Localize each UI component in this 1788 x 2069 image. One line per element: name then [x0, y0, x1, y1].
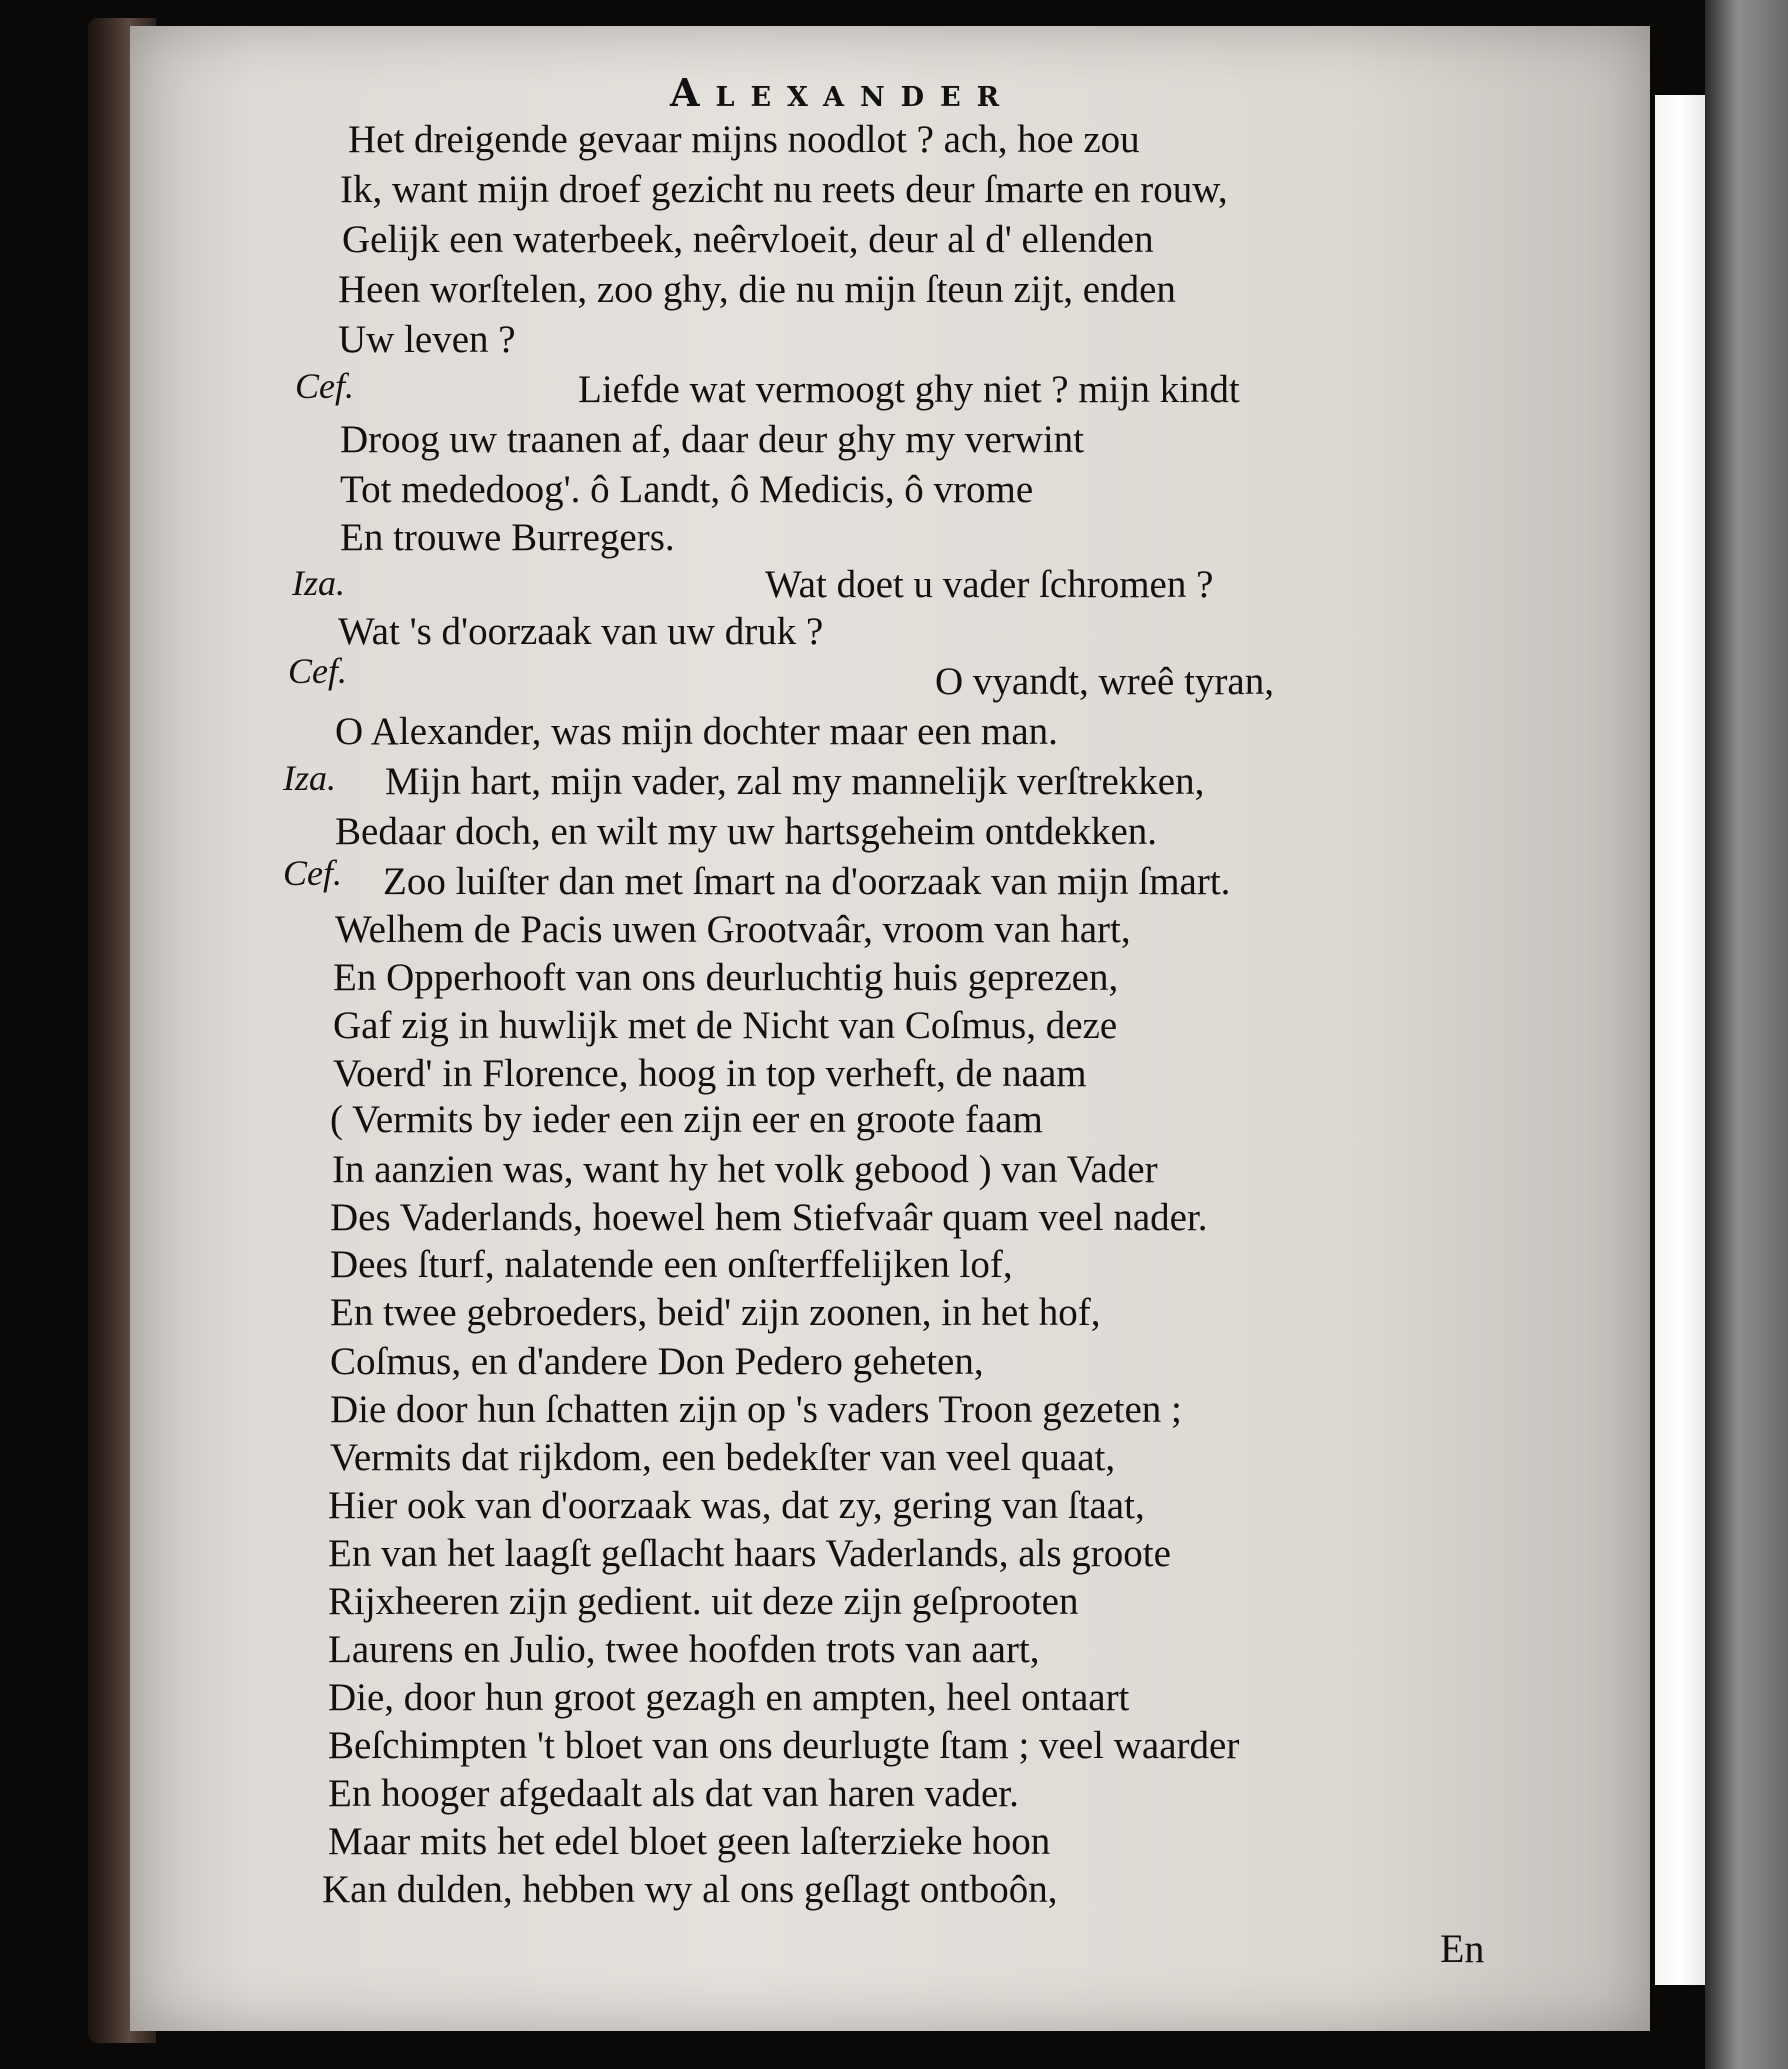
verse-line: Droog uw traanen af, daar deur ghy my verwint — [340, 418, 1084, 461]
speaker-label: Iza. — [283, 758, 336, 798]
verse-line: Coſmus, en d'andere Don Pedero geheten, — [330, 1340, 984, 1383]
verse-line: Kan dulden, hebben wy al ons geſlagt ontboôn, — [322, 1868, 1058, 1911]
verse-line: Gelijk een waterbeek, neêrvloeit, deur al d' ellenden — [342, 218, 1154, 261]
verse-line: Het dreigende gevaar mijns noodlot ? ach, hoe zou — [348, 118, 1140, 161]
verse-line: Heen worſtelen, zoo ghy, die nu mijn ſteun zijt, enden — [338, 268, 1176, 311]
speaker-label: Cef. — [283, 853, 342, 893]
verse-line: Vermits dat rijkdom, een bedekſter van veel quaat, — [330, 1436, 1116, 1479]
verse-line: Maar mits het edel bloet geen laſterzieke hoon — [328, 1820, 1051, 1863]
verse-line: Dees ſturf, nalatende een onſterffelijken lof, — [330, 1243, 1013, 1286]
verse-line: ( Vermits by ieder een zijn eer en groote faam — [330, 1098, 1043, 1141]
speaker-label: Iza. — [292, 563, 345, 603]
verse-line: Liefde wat vermoogt ghy niet ? mijn kindt — [578, 368, 1240, 411]
verse-line: Die door hun ſchatten zijn op 's vaders Troon gezeten ; — [330, 1388, 1182, 1431]
verse-line: Beſchimpten 't bloet van ons deurlugte ſtam ; veel waarder — [328, 1724, 1240, 1767]
verse-line: Welhem de Pacis uwen Grootvaâr, vroom van hart, — [335, 908, 1131, 951]
verse-line: In aanzien was, want hy het volk gebood ) van Vader — [332, 1148, 1158, 1191]
verse-line: Mijn hart, mijn vader, zal my mannelijk verſtrekken, — [385, 760, 1205, 803]
verse-line: O vyandt, wreê tyran, — [935, 660, 1274, 703]
speaker-label: Cef. — [288, 651, 347, 691]
verse-line: En van het laagſt geſlacht haars Vaderlands, als groote — [328, 1532, 1171, 1575]
verse-line: Ik, want mijn droef gezicht nu reets deur ſmarte en rouw, — [340, 168, 1228, 211]
verse-line: Rijxheeren zijn gedient. uit deze zijn geſprooten — [328, 1580, 1079, 1623]
verse-line: Uw leven ? — [338, 318, 516, 361]
verse-line: Wat 's d'oorzaak van uw druk ? — [338, 610, 824, 653]
verse-line: Voerd' in Florence, hoog in top verheft, de naam — [333, 1052, 1087, 1095]
verse-line: En trouwe Burregers. — [340, 516, 675, 559]
verse-line: En Opperhooft van ons deurluchtig huis geprezen, — [333, 956, 1119, 999]
verse-line: Des Vaderlands, hoewel hem Stiefvaâr quam veel nader. — [330, 1196, 1208, 1239]
catchword: En — [1440, 1926, 1485, 1971]
running-header: Alexander — [670, 70, 1016, 115]
verse-line: En twee gebroeders, beid' zijn zoonen, in het hof, — [330, 1291, 1101, 1334]
book-cover-right — [1705, 0, 1788, 2069]
verse-line: Gaf zig in huwlijk met de Nicht van Coſmus, deze — [333, 1004, 1118, 1047]
verse-line: Bedaar doch, en wilt my uw hartsgeheim ontdekken. — [335, 810, 1158, 853]
verse-line: O Alexander, was mijn dochter maar een man. — [335, 710, 1058, 753]
verse-line: Zoo luiſter dan met ſmart na d'oorzaak van mijn ſmart. — [383, 860, 1231, 903]
next-page-edge — [1655, 95, 1705, 1985]
verse-line: Laurens en Julio, twee hoofden trots van aart, — [328, 1628, 1040, 1671]
verse-line: Die, door hun groot gezagh en ampten, heel ontaart — [328, 1676, 1130, 1719]
verse-line: Tot mededoog'. ô Landt, ô Medicis, ô vrome — [340, 468, 1034, 511]
speaker-label: Cef. — [295, 366, 354, 406]
verse-line: Wat doet u vader ſchromen ? — [765, 563, 1214, 606]
verse-line: Hier ook van d'oorzaak was, dat zy, gering van ſtaat, — [328, 1484, 1145, 1527]
verse-line: En hooger afgedaalt als dat van haren vader. — [328, 1772, 1019, 1815]
